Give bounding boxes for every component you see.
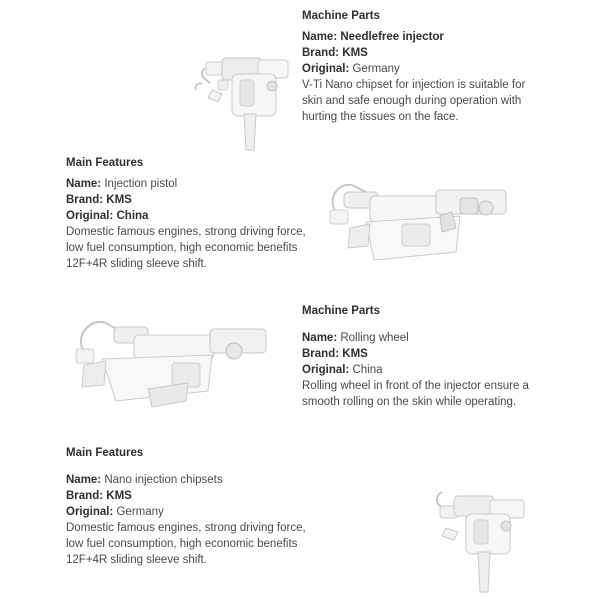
block-heading: Main Features	[66, 447, 144, 459]
field-label: Name:	[302, 332, 338, 344]
field-label: Original:	[66, 210, 114, 222]
block-field-original	[66, 504, 306, 520]
field-value: Nano injection chipsets	[104, 474, 223, 486]
field-value: Germany	[116, 506, 164, 518]
block-field-brand	[302, 346, 537, 362]
field-label: Original:	[66, 506, 114, 518]
block-field-name	[302, 29, 532, 45]
block-field-name	[302, 330, 537, 346]
field-label: Brand:	[302, 348, 340, 360]
block-heading: Main Features	[66, 157, 144, 169]
field-value: China	[116, 210, 149, 222]
field-label: Name:	[66, 474, 102, 486]
field-value: China	[352, 364, 383, 376]
product-photo-2	[310, 168, 525, 288]
field-value: Germany	[352, 63, 400, 75]
block-description: V-Ti Nano chipset for injection is suitable for skin and safe enough during operation with hurting the tissues on the face.	[302, 79, 526, 123]
field-label: Name:	[66, 178, 102, 190]
block-field-brand	[66, 488, 306, 504]
block-field-original	[302, 61, 532, 77]
spec-block-machine-parts-2	[302, 303, 537, 410]
field-value: KMS	[106, 490, 132, 502]
field-value: KMS	[342, 47, 368, 59]
block-field-name	[66, 472, 306, 488]
block-description: Domestic famous engines, strong driving force, low fuel consumption, high economic benefits 12F+4R sliding sleeve shift.	[66, 522, 306, 566]
field-value: KMS	[342, 348, 368, 360]
spec-block-machine-parts-1	[302, 8, 532, 125]
field-label: Brand:	[66, 490, 104, 502]
block-field-name	[66, 176, 306, 192]
field-label: Original:	[302, 364, 350, 376]
field-value: Rolling wheel	[340, 332, 409, 344]
block-field-brand	[66, 192, 306, 208]
product-photo-4	[420, 480, 550, 595]
spec-block-main-features-2	[66, 445, 306, 568]
block-field-original	[302, 362, 537, 378]
field-label: Brand:	[302, 47, 340, 59]
block-heading: Machine Parts	[302, 305, 380, 317]
block-field-brand	[302, 45, 532, 61]
field-label: Original:	[302, 63, 350, 75]
field-value: Injection pistol	[104, 178, 178, 190]
spec-block-main-features-1	[66, 155, 306, 272]
block-heading: Machine Parts	[302, 10, 380, 22]
block-field-original	[66, 208, 306, 224]
field-label: Brand:	[66, 194, 104, 206]
product-photo-3	[62, 305, 277, 430]
block-description: Rolling wheel in front of the injector ensure a smooth rolling on the skin while operating.	[302, 380, 529, 408]
field-value: KMS	[106, 194, 132, 206]
block-description: Domestic famous engines, strong driving force, low fuel consumption, high economic benefits 12F+4R sliding sleeve shift.	[66, 226, 306, 270]
product-photo-1	[188, 50, 308, 160]
field-label: Name:	[302, 31, 338, 43]
field-value: Needlefree injector	[340, 31, 444, 43]
